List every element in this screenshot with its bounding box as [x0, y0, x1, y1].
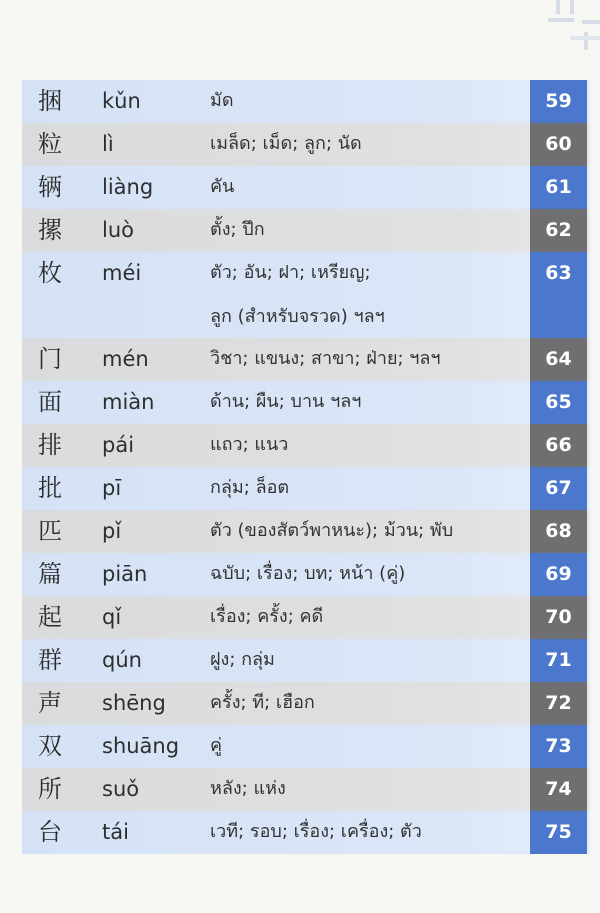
table-row [22, 639, 590, 682]
row-number: 75 [530, 811, 587, 854]
thai-line-2: ลูก (สำหรับจรวด) ฯลฯ [210, 306, 385, 327]
pinyin-cell: pái [102, 433, 135, 457]
thai-cell: ครั้ง; ที; เฮือก [210, 692, 315, 713]
thai-cell: มัด [210, 90, 234, 111]
pinyin-cell: lì [102, 132, 114, 156]
row-number: 60 [530, 123, 587, 166]
thai-cell: กลุ่ม; ล็อต [210, 477, 290, 498]
pinyin-cell: shuāng [102, 734, 180, 758]
pinyin-cell: miàn [102, 390, 155, 414]
table-row [22, 252, 590, 338]
hanzi-cell: 捆 [38, 87, 62, 115]
table-row [22, 123, 590, 166]
row-number: 59 [530, 80, 587, 123]
table-row [22, 553, 590, 596]
row-number: 69 [530, 553, 587, 596]
row-number: 73 [530, 725, 587, 768]
pinyin-cell: qún [102, 648, 142, 672]
hanzi-cell: 所 [38, 775, 62, 803]
row-number: 63 [530, 252, 587, 338]
row-number: 64 [530, 338, 587, 381]
hanzi-cell: 双 [38, 732, 62, 760]
classifier-table [22, 80, 590, 854]
table-row [22, 811, 590, 854]
table-row [22, 209, 590, 252]
table-row [22, 596, 590, 639]
thai-cell: ด้าน; ผืน; บาน ฯลฯ [210, 391, 362, 412]
pinyin-cell: shēng [102, 691, 166, 715]
pinyin-cell: liàng [102, 175, 154, 199]
row-number: 71 [530, 639, 587, 682]
table-row [22, 510, 590, 553]
thai-cell: ฝูง; กลุ่ม [210, 649, 275, 670]
hanzi-cell: 批 [38, 474, 62, 502]
table-row [22, 80, 590, 123]
thai-cell: คัน [210, 176, 235, 197]
table-row [22, 467, 590, 510]
hanzi-cell: 匹 [38, 517, 62, 545]
row-number: 61 [530, 166, 587, 209]
table-row [22, 768, 590, 811]
hanzi-cell: 粒 [38, 130, 62, 158]
thai-cell: ตั้ง; ปึก [210, 219, 265, 240]
hanzi-cell: 摞 [38, 216, 62, 244]
pinyin-cell: pǐ [102, 519, 122, 543]
table-row [22, 338, 590, 381]
pinyin-cell: mén [102, 347, 149, 371]
row-number: 65 [530, 381, 587, 424]
pinyin-cell: piān [102, 562, 148, 586]
pinyin-cell: pī [102, 476, 122, 500]
pinyin-cell: kǔn [102, 89, 141, 113]
table-row [22, 166, 590, 209]
pinyin-cell: suǒ [102, 777, 140, 801]
table-row [22, 424, 590, 467]
row-number: 66 [530, 424, 587, 467]
thai-cell: คู่ [210, 735, 223, 756]
hanzi-cell: 门 [38, 345, 62, 373]
hanzi-cell: 枚 [38, 259, 62, 287]
thai-cell: เมล็ด; เม็ด; ลูก; นัด [210, 133, 362, 154]
hanzi-cell: 起 [38, 603, 62, 631]
hanzi-cell: 声 [38, 689, 62, 717]
hanzi-cell: 篇 [38, 560, 62, 588]
row-number: 62 [530, 209, 587, 252]
row-number: 67 [530, 467, 587, 510]
thai-cell: หลัง; แห่ง [210, 778, 286, 799]
hanzi-cell: 辆 [38, 173, 62, 201]
row-number: 74 [530, 768, 587, 811]
hanzi-cell: 面 [38, 388, 62, 416]
thai-cell: ฉบับ; เรื่อง; บท; หน้า (คู่) [210, 563, 406, 584]
pinyin-cell: qǐ [102, 605, 122, 629]
thai-cell: แถว; แนว [210, 434, 289, 455]
hanzi-cell: 群 [38, 646, 62, 674]
hanzi-cell: 排 [38, 431, 62, 459]
corner-decoration [520, 0, 600, 70]
table-row [22, 381, 590, 424]
pinyin-cell: luò [102, 218, 134, 242]
pinyin-cell: tái [102, 820, 129, 844]
row-number: 70 [530, 596, 587, 639]
thai-cell: ตัว (ของสัตว์พาหนะ); ม้วน; พับ [210, 520, 454, 541]
thai-cell: เวที; รอบ; เรื่อง; เครื่อง; ตัว [210, 821, 422, 842]
row-number: 72 [530, 682, 587, 725]
table-row [22, 725, 590, 768]
table-row [22, 682, 590, 725]
pinyin-cell: méi [102, 261, 142, 285]
hanzi-cell: 台 [38, 818, 62, 846]
row-number: 68 [530, 510, 587, 553]
thai-cell: เรื่อง; ครั้ง; คดี [210, 606, 324, 627]
thai-line-1: ตัว; อัน; ฝา; เหรียญ; [210, 262, 371, 283]
thai-cell: วิชา; แขนง; สาขา; ฝ่าย; ฯลฯ [210, 348, 441, 369]
